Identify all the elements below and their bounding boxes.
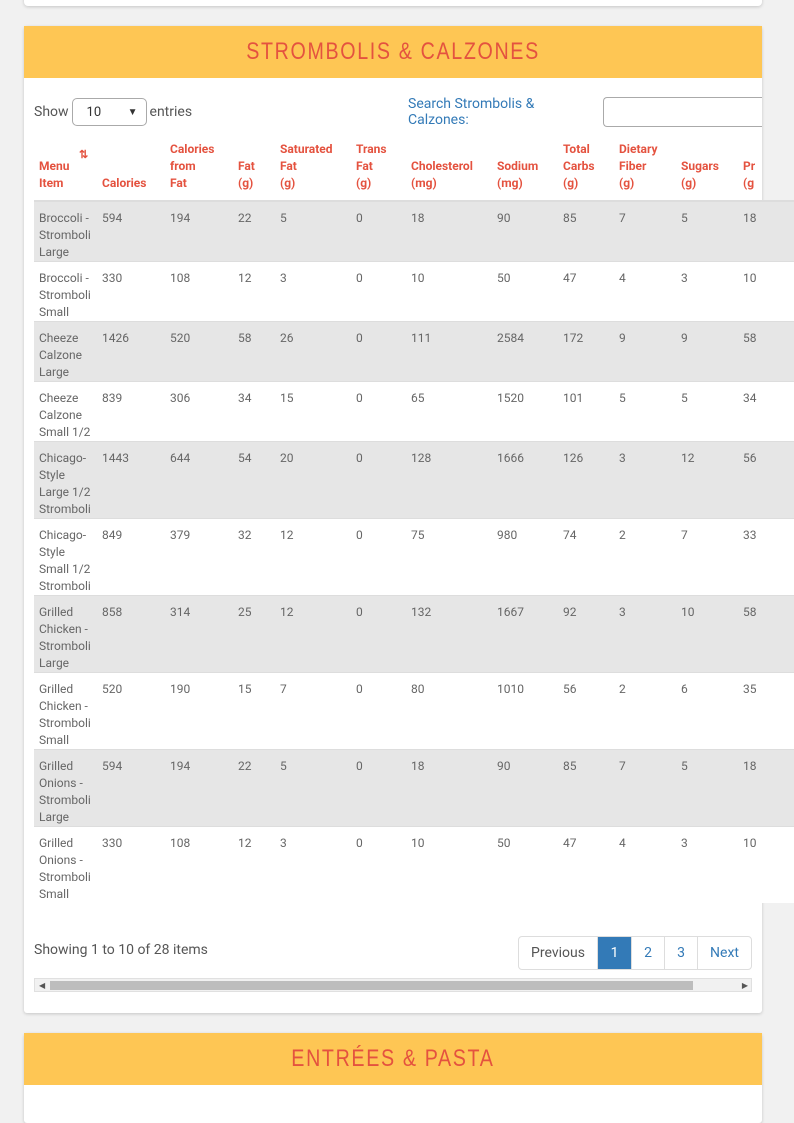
table-cell: Chicago-Style Small 1/2 Stromboli <box>34 519 97 596</box>
table-cell: 194 <box>165 750 233 827</box>
table-cell: 594 <box>97 750 165 827</box>
nutrition-table <box>34 140 794 903</box>
table-cell: 108 <box>165 262 233 322</box>
section-title: ENTRÉES & PASTA <box>291 1045 495 1072</box>
column-header[interactable]: Menu Item ⇅ <box>34 140 97 201</box>
table-cell: 5 <box>275 750 351 827</box>
table-row <box>34 201 794 262</box>
table-cell: Chicago-Style Large 1/2 Stromboli <box>34 442 97 519</box>
table-cell: 172 <box>558 322 614 382</box>
table-cell: 108 <box>165 827 233 904</box>
table-cell: 7 <box>676 519 738 596</box>
table-cell: 6 <box>676 673 738 750</box>
section-title: STROMBOLIS & CALZONES <box>246 38 540 65</box>
table-cell: 58 <box>233 322 275 382</box>
table-cell: 74 <box>558 519 614 596</box>
table-cell: 22 <box>233 201 275 262</box>
table-cell: 75 <box>406 519 492 596</box>
table-cell: 330 <box>97 827 165 904</box>
table-cell: 3 <box>275 262 351 322</box>
table-cell: 54 <box>233 442 275 519</box>
page-button[interactable]: 1 <box>597 937 631 969</box>
search-input[interactable] <box>603 97 762 127</box>
column-header[interactable]: Fat (g) <box>233 140 275 201</box>
chevron-down-icon: ▼ <box>127 106 138 118</box>
table-cell: 15 <box>233 673 275 750</box>
table-cell: 1010 <box>492 673 558 750</box>
table-cell: 25 <box>233 596 275 673</box>
table-cell: 858 <box>97 596 165 673</box>
table-cell: 126 <box>558 442 614 519</box>
table-cell: 22 <box>233 750 275 827</box>
entrees-pasta-card <box>24 1033 762 1123</box>
table-cell: Grilled Onions - Stromboli Small <box>34 827 97 904</box>
column-header[interactable]: Sodium (mg) <box>492 140 558 201</box>
table-cell: 56 <box>738 442 794 519</box>
show-label: Show <box>34 104 69 120</box>
table-cell: Cheeze Calzone Large <box>34 322 97 382</box>
table-cell: 0 <box>351 596 406 673</box>
table-cell: 50 <box>492 262 558 322</box>
previous-button[interactable]: Previous <box>531 945 585 961</box>
table-cell: 12 <box>233 827 275 904</box>
table-cell: 2 <box>614 673 676 750</box>
table-cell: 90 <box>492 750 558 827</box>
table-cell: 12 <box>676 442 738 519</box>
table-cell: 18 <box>738 201 794 262</box>
table-cell: 1667 <box>492 596 558 673</box>
page-button[interactable]: 3 <box>664 937 697 969</box>
table-cell: 10 <box>738 262 794 322</box>
table-cell: 101 <box>558 382 614 442</box>
scroll-left-icon[interactable]: ◀ <box>39 981 46 990</box>
table-cell: 594 <box>97 201 165 262</box>
table-cell: 0 <box>351 827 406 904</box>
table-cell: 314 <box>165 596 233 673</box>
search-control <box>408 98 762 126</box>
table-cell: 34 <box>738 382 794 442</box>
table-cell: 0 <box>351 201 406 262</box>
column-header[interactable]: Total Carbs (g) <box>558 140 614 201</box>
table-cell: 58 <box>738 596 794 673</box>
table-cell: 2584 <box>492 322 558 382</box>
column-header[interactable]: Calories from Fat <box>165 140 233 201</box>
table-row <box>34 673 794 750</box>
table-cell: 839 <box>97 382 165 442</box>
table-cell: 0 <box>351 322 406 382</box>
table-cell: 0 <box>351 442 406 519</box>
table-cell: 5 <box>676 201 738 262</box>
table-cell: 12 <box>233 262 275 322</box>
table-cell: Broccoli - Stromboli Small <box>34 262 97 322</box>
entries-select[interactable] <box>72 98 147 126</box>
table-cell: 980 <box>492 519 558 596</box>
column-header[interactable]: Trans Fat (g) <box>351 140 406 201</box>
sort-ascending-icon: ⇅ <box>79 148 89 161</box>
column-header[interactable]: Saturated Fat (g) <box>275 140 351 201</box>
table-cell: 20 <box>275 442 351 519</box>
table-cell: 306 <box>165 382 233 442</box>
table-cell: 10 <box>406 262 492 322</box>
table-cell: 520 <box>165 322 233 382</box>
card-header <box>24 26 762 78</box>
search-label: Search Strombolis & Calzones: <box>408 96 535 128</box>
table-row <box>34 322 794 382</box>
table-cell: Broccoli - Stromboli Large <box>34 201 97 262</box>
table-cell: 47 <box>558 827 614 904</box>
table-cell: 35 <box>738 673 794 750</box>
table-cell: 330 <box>97 262 165 322</box>
table-cell: 3 <box>614 442 676 519</box>
table-cell: 85 <box>558 750 614 827</box>
table-cell: 849 <box>97 519 165 596</box>
table-cell: 5 <box>676 750 738 827</box>
scrollbar-thumb[interactable] <box>50 981 693 990</box>
table-viewport <box>34 140 757 924</box>
table-cell: 132 <box>406 596 492 673</box>
table-cell: 58 <box>738 322 794 382</box>
table-cell: 10 <box>406 827 492 904</box>
table-cell: 56 <box>558 673 614 750</box>
table-cell: 0 <box>351 673 406 750</box>
table-cell: 4 <box>614 262 676 322</box>
table-row <box>34 750 794 827</box>
table-cell: 1666 <box>492 442 558 519</box>
table-info: Showing 1 to 10 of 28 items <box>34 942 208 958</box>
card-header <box>24 1033 762 1085</box>
table-cell: 3 <box>676 827 738 904</box>
table-cell: Grilled Chicken - Stromboli Small <box>34 673 97 750</box>
table-cell: 1426 <box>97 322 165 382</box>
stromboli-calzones-card <box>24 26 762 1013</box>
table-cell: 128 <box>406 442 492 519</box>
previous-card-edge <box>24 0 762 6</box>
table-cell: 65 <box>406 382 492 442</box>
table-cell: 92 <box>558 596 614 673</box>
table-cell: 9 <box>614 322 676 382</box>
column-header[interactable]: Sugars (g) <box>676 140 738 201</box>
table-cell: 26 <box>275 322 351 382</box>
column-header[interactable]: Calories <box>97 140 165 201</box>
table-cell: 111 <box>406 322 492 382</box>
table-row <box>34 519 794 596</box>
table-cell: 7 <box>614 750 676 827</box>
column-header[interactable]: Cholesterol (mg) <box>406 140 492 201</box>
table-cell: 0 <box>351 750 406 827</box>
table-cell: 0 <box>351 262 406 322</box>
table-cell: 18 <box>406 201 492 262</box>
table-cell: Grilled Onions - Stromboli Large <box>34 750 97 827</box>
table-cell: 12 <box>275 596 351 673</box>
table-cell: 34 <box>233 382 275 442</box>
table-cell: 520 <box>97 673 165 750</box>
table-cell: 47 <box>558 262 614 322</box>
table-cell: 18 <box>406 750 492 827</box>
table-cell: 33 <box>738 519 794 596</box>
table-cell: 3 <box>614 596 676 673</box>
table-cell: 85 <box>558 201 614 262</box>
table-cell: Cheeze Calzone Small 1/2 <box>34 382 97 442</box>
table-cell: 1520 <box>492 382 558 442</box>
table-cell: 3 <box>275 827 351 904</box>
table-row <box>34 262 794 322</box>
scroll-right-icon[interactable]: ▶ <box>741 981 748 990</box>
table-cell: 190 <box>165 673 233 750</box>
table-cell: 3 <box>676 262 738 322</box>
pagination <box>518 936 752 970</box>
entries-select-value: 10 <box>86 104 102 120</box>
table-cell: 194 <box>165 201 233 262</box>
page-button[interactable]: 2 <box>631 937 664 969</box>
table-cell: 50 <box>492 827 558 904</box>
table-controls <box>34 98 762 126</box>
entries-length-control <box>34 98 192 126</box>
table-cell: 32 <box>233 519 275 596</box>
table-cell: 0 <box>351 382 406 442</box>
table-cell: 7 <box>614 201 676 262</box>
table-cell: 379 <box>165 519 233 596</box>
table-cell: Grilled Chicken - Stromboli Large <box>34 596 97 673</box>
table-cell: 7 <box>275 673 351 750</box>
table-cell: 12 <box>275 519 351 596</box>
table-row <box>34 827 794 904</box>
table-cell: 4 <box>614 827 676 904</box>
table-row <box>34 382 794 442</box>
table-cell: 10 <box>676 596 738 673</box>
table-cell: 0 <box>351 519 406 596</box>
table-cell: 644 <box>165 442 233 519</box>
entries-label: entries <box>149 104 193 120</box>
table-cell: 15 <box>275 382 351 442</box>
table-cell: 5 <box>614 382 676 442</box>
table-cell: 5 <box>676 382 738 442</box>
table-cell: 1443 <box>97 442 165 519</box>
horizontal-scrollbar[interactable] <box>34 978 752 992</box>
table-cell: 10 <box>738 827 794 904</box>
table-row <box>34 596 794 673</box>
table-cell: 90 <box>492 201 558 262</box>
next-button[interactable]: Next <box>697 937 751 969</box>
table-cell: 18 <box>738 750 794 827</box>
column-header[interactable]: Pr (g <box>738 140 794 201</box>
table-cell: 2 <box>614 519 676 596</box>
table-cell: 5 <box>275 201 351 262</box>
table-row <box>34 442 794 519</box>
table-cell: 80 <box>406 673 492 750</box>
column-header[interactable]: Dietary Fiber (g) <box>614 140 676 201</box>
table-cell: 9 <box>676 322 738 382</box>
